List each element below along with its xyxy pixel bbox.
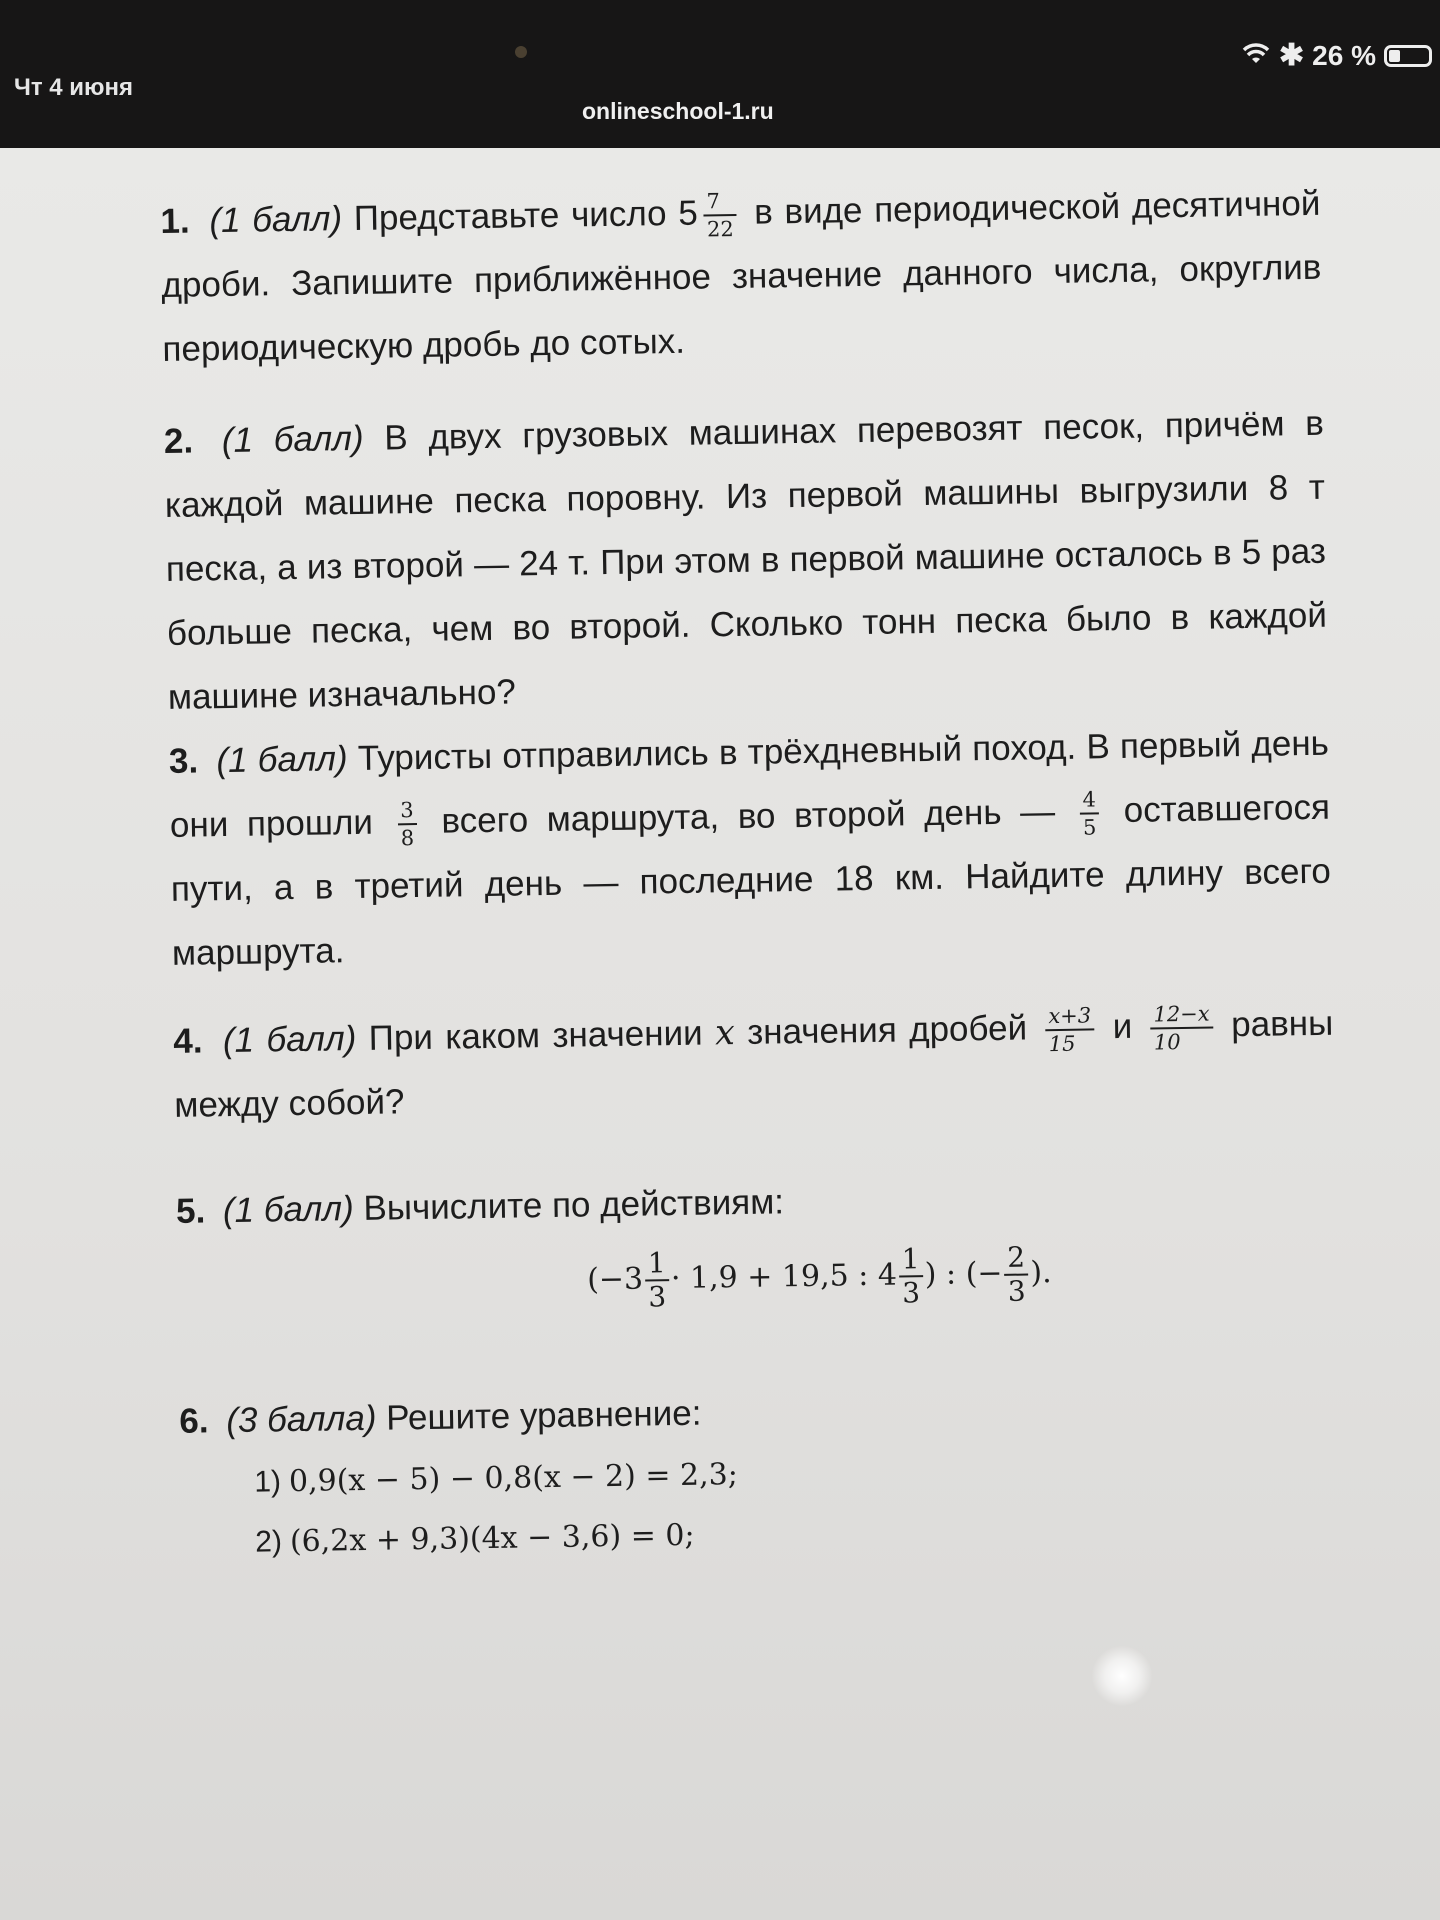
equation-2: 2) (6,2x + 9,3)(4x − 3,6) = 0;	[254, 1517, 695, 1560]
task-number: 1.	[160, 201, 191, 241]
task-text: равны между собой?	[174, 1003, 1334, 1125]
task-number: 6.	[179, 1401, 209, 1441]
status-indicators	[1241, 38, 1432, 73]
fraction: $\frac{4}{5}$	[1079, 786, 1099, 840]
variable: x	[714, 1013, 736, 1054]
task-2	[163, 392, 1328, 730]
task-text: всего маршрута, во второй день —	[441, 792, 1056, 841]
task-text: Решите уравнение:	[385, 1393, 702, 1438]
bluetooth-icon: ✱	[1279, 39, 1305, 72]
task-points: (3 балла)	[225, 1398, 377, 1441]
fraction: $\frac{2}{3}$	[1004, 1241, 1029, 1307]
task-text: значения дробей	[746, 1008, 1028, 1052]
task-points: (1 балл)	[209, 199, 343, 241]
task-text: и	[1112, 1006, 1133, 1047]
fraction: $\frac{x+3}{15}$	[1045, 1002, 1095, 1057]
task-number: 3.	[168, 741, 199, 781]
task-text: Представьте число 5	[353, 193, 699, 238]
fraction: $\frac{1}{3}$	[645, 1247, 670, 1313]
task-number: 4.	[173, 1021, 203, 1061]
task-text: Вычислите по действиям:	[363, 1182, 785, 1228]
fraction: $\frac{3}{8}$	[397, 797, 417, 851]
task-text: в виде периодической десятичной дроби. Запишите приближённое значение данного числа, округлив периодическую дробь до сотых.	[161, 183, 1322, 369]
battery-percent: 26 %	[1312, 39, 1376, 71]
task-number: 5.	[175, 1191, 206, 1231]
fraction: $\frac{1}{3}$	[898, 1243, 923, 1309]
task-number: 2.	[163, 421, 194, 461]
status-bar	[0, 0, 1440, 165]
status-date: Чт 4 июня	[14, 74, 134, 101]
task-3	[168, 712, 1332, 986]
task-1	[160, 172, 1323, 382]
fraction: $\frac{12-x}{10}$	[1150, 1000, 1213, 1055]
wifi-icon	[1241, 40, 1271, 72]
task-6	[179, 1372, 1342, 1574]
task-points: (1 балл)	[222, 1189, 355, 1231]
battery-icon	[1384, 45, 1432, 67]
task-text: Туристы отправились в трёхдневный поход. В первый день они прошли	[169, 723, 1330, 845]
task-text: В двух грузовых машинах перевозят песок, причём в каждой машине песка поровну. Из первой машины выгрузили 8 т песка, а из второй — 24 т. При этом в первой машине осталось в 5 раз больше песка, чем во второй. Сколько тонн песка было в каждой машине изначально?	[164, 403, 1328, 717]
task-points: (1 балл)	[222, 1019, 357, 1061]
equation-1: 1) 0,9(x − 5) − 0,8(x − 2) = 2,3;	[254, 1457, 739, 1500]
task-points: (1 балл)	[216, 739, 348, 781]
task-text: оставшегося пути, а в третий день — последние 18 км. Найдите длину всего маршрута.	[170, 787, 1332, 973]
front-camera	[515, 46, 527, 58]
task-text: При каком значении	[368, 1013, 703, 1058]
task-points: (1 балл)	[221, 418, 364, 461]
light-glare	[1092, 1646, 1152, 1706]
fraction: $\frac{7}{22}$	[703, 188, 737, 243]
formula-expression: (−3 $\frac{1}{3}$ · 1,9 + 19,5 : 4 $\frac{1}{3}$ ) : (− $\frac{2}{3}$ ).	[586, 1240, 1052, 1314]
task-4	[173, 992, 1335, 1138]
address-bar-url[interactable]: onlineschool-1.ru	[582, 98, 774, 124]
